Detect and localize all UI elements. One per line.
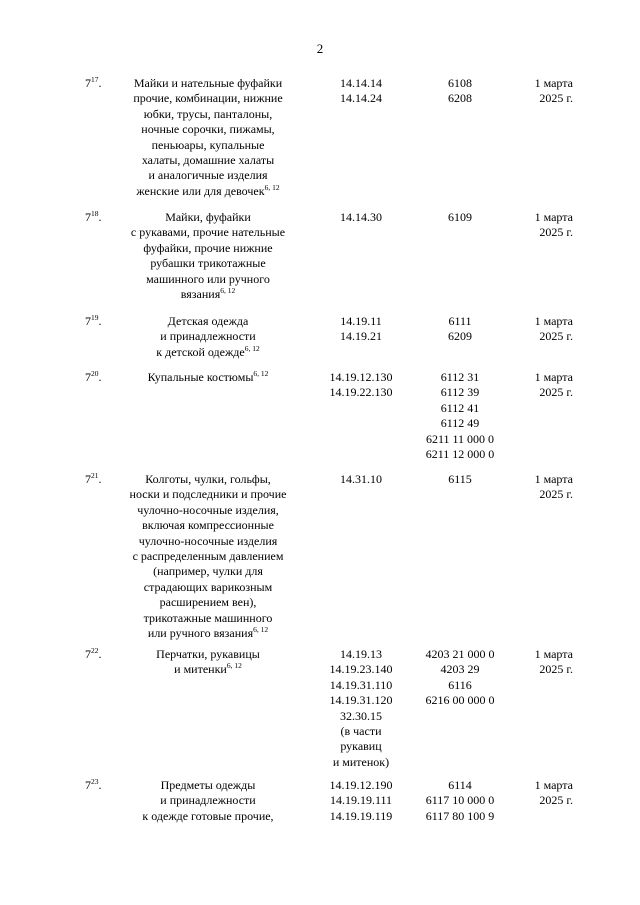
effective-date <box>500 76 573 107</box>
tnved-code: 6114 <box>448 778 472 792</box>
tnved-code: 6211 12 000 0 <box>425 447 495 462</box>
tnved-code: 6112 31 <box>440 370 480 384</box>
effective-date-line: 2025 г. <box>539 793 573 808</box>
product-name-line: и принадлежности <box>160 329 256 344</box>
item-number <box>85 647 117 662</box>
effective-date <box>500 647 573 678</box>
okpd2-code: 14.19.12.190 <box>329 778 393 792</box>
product-name-line: рубашки трикотажные <box>150 256 266 271</box>
product-name-line: к одежде готовые прочие, <box>142 808 274 823</box>
okpd2-code: 14.19.23.140 <box>329 662 393 677</box>
okpd2-code: 32.30.15 <box>340 708 382 723</box>
tnved-code: 6111 <box>448 314 472 328</box>
product-name <box>120 647 296 678</box>
item-number-suffix: . <box>98 778 102 792</box>
tnved-code: 6116 <box>448 677 472 692</box>
product-name <box>120 76 296 199</box>
okpd2-code: 14.19.13 <box>340 647 382 661</box>
item-number-superscript: 23 <box>91 777 99 786</box>
item-number-base: 7 <box>85 210 91 224</box>
item-number-base: 7 <box>85 472 91 486</box>
tnved-code: 6117 10 000 0 <box>425 793 495 808</box>
item-number-base: 7 <box>85 370 91 384</box>
item-number-superscript: 17 <box>91 75 99 84</box>
effective-date-line: 2025 г. <box>539 662 573 677</box>
product-name-line: фуфайки, прочие нижние <box>143 240 273 255</box>
product-name-line: Предметы одежды <box>160 778 256 792</box>
product-name-line: (например, чулки для <box>153 564 263 579</box>
tnved-code: 6112 49 <box>440 416 480 431</box>
okpd2-codes <box>312 370 410 401</box>
item-number-base: 7 <box>85 314 91 328</box>
footnote-reference: 6, 12 <box>253 369 269 378</box>
product-name-line: Детская одежда <box>167 314 249 328</box>
tnved-codes <box>410 647 510 709</box>
product-name-line: Перчатки, рукавицы <box>156 647 260 661</box>
product-name-line: с рукавами, прочие нательные <box>130 225 286 240</box>
tnved-codes <box>410 210 510 225</box>
effective-date-line: 1 марта <box>534 314 573 328</box>
okpd2-code: 14.19.22.130 <box>329 385 393 400</box>
product-name-line: с распределенным давлением <box>132 549 284 564</box>
product-name <box>120 314 296 360</box>
product-name-line: юбки, трусы, панталоны, <box>143 106 273 121</box>
product-name-line: включая компрессионные <box>142 518 274 533</box>
item-number <box>85 472 117 487</box>
product-name <box>120 472 296 641</box>
product-name-line: и принадлежности <box>160 793 256 808</box>
effective-date-line: 2025 г. <box>539 329 573 344</box>
item-number-suffix: . <box>98 210 102 224</box>
product-name <box>120 210 296 302</box>
tnved-codes <box>410 778 510 824</box>
okpd2-code: 14.19.31.120 <box>329 693 393 708</box>
okpd2-code: рукавиц <box>340 739 382 754</box>
tnved-code: 6109 <box>448 210 472 224</box>
item-number <box>85 76 117 91</box>
tnved-code: 6112 41 <box>440 400 480 415</box>
product-name-line: страдающих варикозным <box>143 579 273 594</box>
effective-date-line: 2025 г. <box>539 385 573 400</box>
item-number-suffix: . <box>98 314 102 328</box>
item-number-base: 7 <box>85 647 91 661</box>
product-name-line: Майки, фуфайки <box>165 210 251 224</box>
item-number <box>85 778 117 793</box>
okpd2-code: 14.19.19.119 <box>329 808 393 823</box>
item-number-suffix: . <box>98 370 102 384</box>
okpd2-code: (в части <box>340 724 382 739</box>
tnved-codes <box>410 370 510 462</box>
product-name-line: к детской одежде$^{6, 12}$ <box>156 343 260 359</box>
tnved-codes <box>410 472 510 487</box>
tnved-code: 6208 <box>448 91 472 106</box>
item-number <box>85 210 117 225</box>
product-name-line: пеньюары, купальные <box>151 137 265 152</box>
product-name-line: Купальные костюмы$^{6, 12}$ <box>147 369 269 384</box>
footnote-reference: 6, 12 <box>220 286 236 296</box>
okpd2-code: и митенок) <box>332 754 390 769</box>
item-number-base: 7 <box>85 778 91 792</box>
okpd2-code: 14.19.19.111 <box>329 793 393 808</box>
tnved-code: 4203 29 <box>440 662 480 677</box>
okpd2-code: 14.19.12.130 <box>329 370 393 384</box>
product-name-line: чулочно-носочные изделия, <box>137 502 279 517</box>
footnote-reference: 6, 12 <box>244 343 260 353</box>
effective-date-line: 1 марта <box>534 210 573 224</box>
okpd2-codes <box>312 778 410 824</box>
page-number: 2 <box>316 41 324 56</box>
tnved-codes <box>410 76 510 107</box>
footnote-reference: 6, 12 <box>253 625 269 635</box>
effective-date <box>500 778 573 809</box>
okpd2-code: 14.14.24 <box>340 91 382 106</box>
product-name-line: ночные сорочки, пижамы, <box>141 122 275 137</box>
okpd2-code: 14.19.31.110 <box>329 677 393 692</box>
effective-date <box>500 314 573 345</box>
okpd2-codes <box>312 314 410 345</box>
product-name-line: расширением вен), <box>159 595 257 610</box>
okpd2-code: 14.14.30 <box>340 210 382 224</box>
tnved-codes <box>410 314 510 345</box>
tnved-code: 6216 00 000 0 <box>425 693 495 708</box>
okpd2-codes <box>312 472 410 487</box>
product-name-line: халаты, домашние халаты <box>141 153 275 168</box>
product-name-line: Колготы, чулки, гольфы, <box>145 472 271 486</box>
product-name-line: и митенки$^{6, 12}$ <box>174 661 242 677</box>
item-number-suffix: . <box>98 647 102 661</box>
effective-date-line: 1 марта <box>534 76 573 90</box>
effective-date-line: 1 марта <box>534 370 573 384</box>
product-name-line: носки и подследники и прочие <box>129 487 287 502</box>
product-name-line: и аналогичные изделия <box>148 168 268 183</box>
product-name-line: прочие, комбинации, нижние <box>133 91 283 106</box>
product-name-line: трикотажные машинного <box>143 610 273 625</box>
effective-date-line: 2025 г. <box>539 91 573 106</box>
product-name-line: вязания$^{6, 12}$ <box>180 286 236 302</box>
product-name-line: женские или для девочек$^{6, 12}$ <box>136 182 280 198</box>
effective-date-line: 1 марта <box>534 647 573 661</box>
okpd2-code: 14.19.11 <box>340 314 382 328</box>
product-name-line: машинного или ручного <box>146 271 270 286</box>
item-number-suffix: . <box>98 472 102 486</box>
product-name <box>120 778 296 824</box>
item-number <box>85 370 117 385</box>
product-name-line: чулочно-носочные изделия <box>138 533 278 548</box>
okpd2-codes <box>312 647 410 770</box>
effective-date-line: 1 марта <box>534 778 573 792</box>
item-number-base: 7 <box>85 76 91 90</box>
item-number-superscript: 19 <box>91 313 99 322</box>
tnved-code: 6115 <box>448 472 472 486</box>
tnved-code: 6211 11 000 0 <box>425 431 495 446</box>
tnved-code: 6112 39 <box>440 385 480 400</box>
effective-date <box>500 370 573 401</box>
tnved-code: 4203 21 000 0 <box>425 647 495 661</box>
product-name-line: Майки и нательные фуфайки <box>133 76 283 90</box>
item-number-superscript: 21 <box>91 471 99 480</box>
okpd2-code: 14.19.21 <box>340 329 382 344</box>
item-number-superscript: 22 <box>91 646 99 655</box>
product-name <box>120 370 296 385</box>
okpd2-codes <box>312 76 410 107</box>
okpd2-codes <box>312 210 410 225</box>
item-number-suffix: . <box>98 76 102 90</box>
product-name-line: или ручного вязания$^{6, 12}$ <box>147 625 269 641</box>
effective-date-line: 1 марта <box>534 472 573 486</box>
footnote-reference: 6, 12 <box>264 182 280 192</box>
tnved-code: 6108 <box>448 76 472 90</box>
okpd2-code: 14.14.14 <box>340 76 382 90</box>
footnote-reference: 6, 12 <box>226 661 242 671</box>
item-number <box>85 314 117 329</box>
okpd2-code: 14.31.10 <box>340 472 382 486</box>
effective-date <box>500 210 573 241</box>
effective-date <box>500 472 573 503</box>
item-number-superscript: 20 <box>91 369 99 378</box>
item-number-superscript: 18 <box>91 209 99 218</box>
effective-date-line: 2025 г. <box>539 225 573 240</box>
tnved-code: 6209 <box>448 329 472 344</box>
effective-date-line: 2025 г. <box>539 487 573 502</box>
tnved-code: 6117 80 100 9 <box>425 808 495 823</box>
